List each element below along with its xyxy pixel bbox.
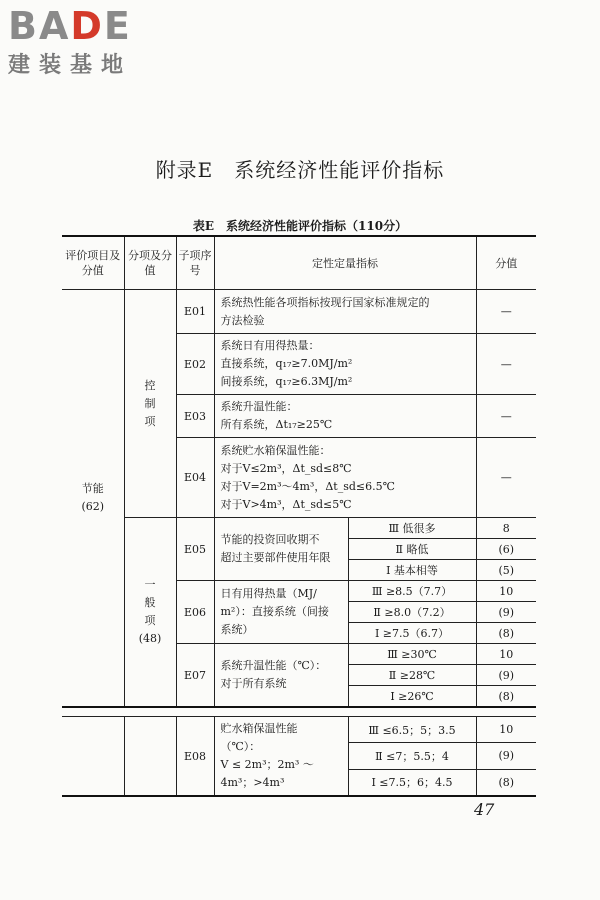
row-no: E05 xyxy=(176,518,214,581)
level-label: Ⅰ ≥26℃ xyxy=(348,686,476,708)
row-no: E06 xyxy=(176,581,214,644)
control-char: 项 xyxy=(144,414,156,428)
level-score: 10 xyxy=(476,644,536,665)
row-no: E04 xyxy=(176,438,214,518)
row-score: — xyxy=(476,334,536,395)
header-no: 子项序号 xyxy=(176,236,214,290)
row-criteria: 系统贮水箱保温性能： 对于V≤2m³，Δt_sd≤8℃ 对于V=2m³～4m³，Δt_sd≤6.5℃ 对于V>4m³，Δt_sd≤5℃ xyxy=(214,438,476,518)
table-caption: 表E 系统经济性能评价指标（110分） xyxy=(192,219,408,233)
brand-logo xyxy=(8,6,178,79)
general-cell-continued xyxy=(124,717,176,797)
level-score: (6) xyxy=(476,539,536,560)
header-item: 评价项目及分值 xyxy=(62,236,124,290)
table-header-row xyxy=(62,236,536,290)
level-label: Ⅱ ≥8.0（7.2） xyxy=(348,602,476,623)
row-criteria: 系统升温性能（℃）： 对于所有系统 xyxy=(214,644,348,708)
row-criteria: 节能的投资回收期不 超过主要部件使用年限 xyxy=(214,518,348,581)
evaluation-table-continued xyxy=(62,716,536,797)
row-score: — xyxy=(476,290,536,334)
table-row xyxy=(62,518,536,539)
evaluation-table xyxy=(62,235,536,708)
row-criteria: 系统日有用得热量： 直接系统，q₁₇≥7.0MJ/m² 间接系统，q₁₇≥6.3MJ/m² xyxy=(214,334,476,395)
general-cell xyxy=(124,518,176,708)
item-cell xyxy=(62,290,124,708)
item-score: (62) xyxy=(81,500,105,513)
level-label: Ⅱ 略低 xyxy=(348,539,476,560)
level-label: Ⅲ ≥8.5（7.7） xyxy=(348,581,476,602)
level-label: Ⅰ ≥7.5（6.7） xyxy=(348,623,476,644)
level-label: Ⅱ ≥28℃ xyxy=(348,665,476,686)
level-label: Ⅲ ≥30℃ xyxy=(348,644,476,665)
level-label: Ⅰ 基本相等 xyxy=(348,560,476,581)
level-score: (9) xyxy=(476,602,536,623)
page-number: 47 xyxy=(474,800,495,819)
level-score: (5) xyxy=(476,560,536,581)
level-score: 10 xyxy=(476,581,536,602)
row-no: E07 xyxy=(176,644,214,708)
logo-subtitle: 建装基地 xyxy=(8,53,133,78)
control-char: 控 xyxy=(144,378,156,392)
row-score: — xyxy=(476,395,536,438)
table-row xyxy=(62,290,536,334)
row-criteria: 贮水箱保温性能 （℃）： V ≤ 2m³；2m³ ～ 4m³；>4m³ xyxy=(214,717,348,797)
row-no: E01 xyxy=(176,290,214,334)
general-score: (48) xyxy=(138,632,162,645)
level-label: Ⅲ ≤6.5；5；3.5 xyxy=(348,717,476,743)
row-criteria: 系统热性能各项指标按现行国家标准规定的 方法检验 xyxy=(214,290,476,334)
level-label: Ⅱ ≤7；5.5；4 xyxy=(348,743,476,769)
item-name: 节能 xyxy=(81,482,104,495)
table-row xyxy=(62,717,536,743)
row-no: E02 xyxy=(176,334,214,395)
general-char: 项 xyxy=(144,614,156,627)
page-title: 附录E 系统经济性能评价指标 xyxy=(155,158,445,182)
header-score: 分值 xyxy=(476,236,536,290)
row-criteria: 系统升温性能： 所有系统，Δt₁₇≥25℃ xyxy=(214,395,476,438)
general-char: 一 xyxy=(144,578,156,591)
level-label: Ⅲ 低很多 xyxy=(348,518,476,539)
level-score: 8 xyxy=(476,518,536,539)
control-char: 制 xyxy=(144,396,156,410)
general-char: 般 xyxy=(144,596,156,609)
level-score: 10 xyxy=(476,717,536,743)
row-no: E08 xyxy=(176,717,214,797)
logo-wordmark: BADE xyxy=(8,4,132,48)
level-score: (8) xyxy=(476,686,536,708)
control-cell xyxy=(124,290,176,518)
row-no: E03 xyxy=(176,395,214,438)
level-score: (8) xyxy=(476,623,536,644)
level-score: (9) xyxy=(476,743,536,769)
header-criteria: 定性定量指标 xyxy=(214,236,476,290)
row-score: — xyxy=(476,438,536,518)
level-label: Ⅰ ≤7.5；6；4.5 xyxy=(348,769,476,796)
item-cell-continued xyxy=(62,717,124,797)
header-sub: 分项及分值 xyxy=(124,236,176,290)
level-score: (8) xyxy=(476,769,536,796)
row-criteria: 日有用得热量（MJ/ m²）：直接系统（间接 系统） xyxy=(214,581,348,644)
level-score: (9) xyxy=(476,665,536,686)
